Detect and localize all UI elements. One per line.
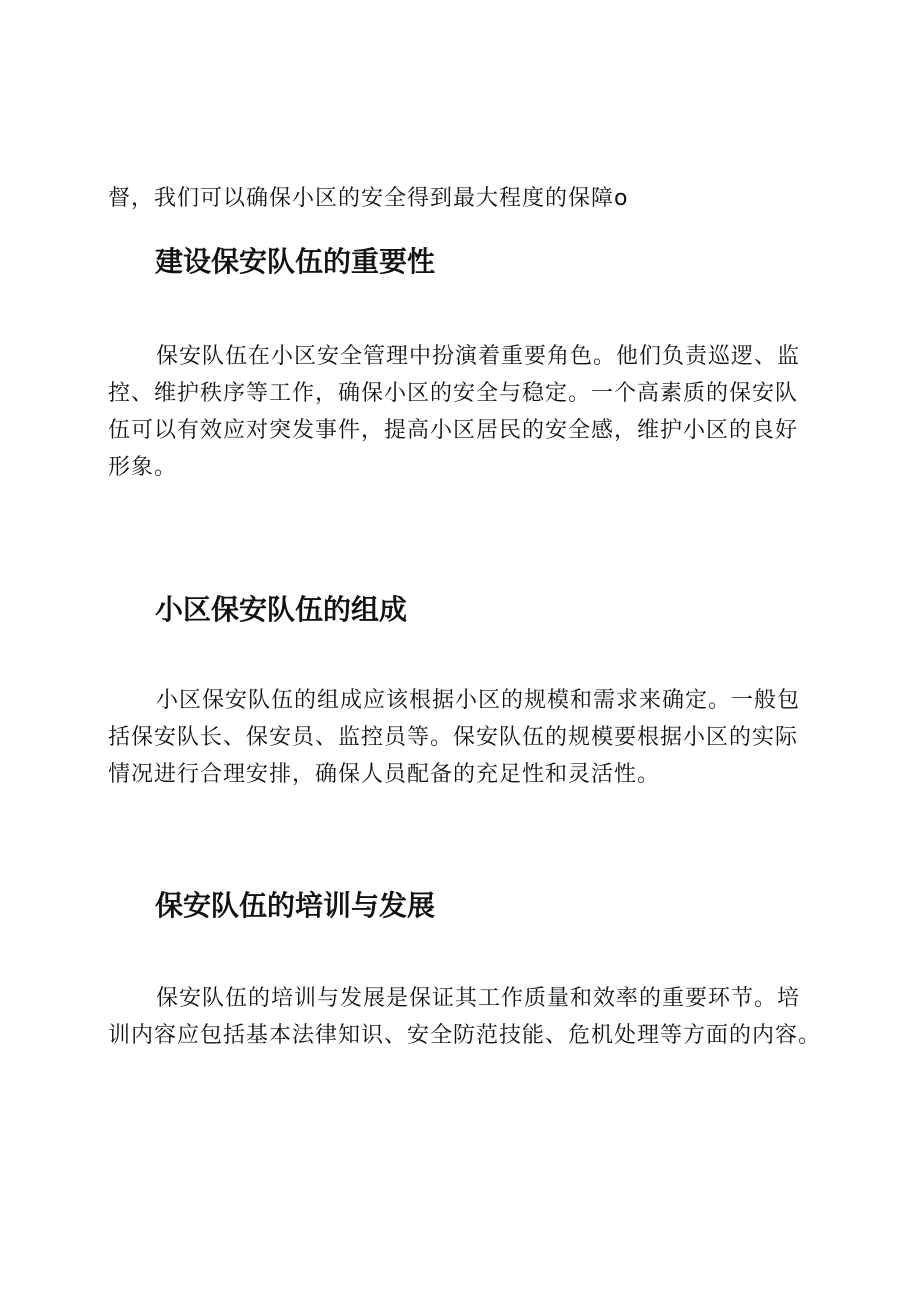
section-heading-composition: 小区保安队伍的组成 bbox=[155, 593, 408, 626]
paragraph-line: 形象。 bbox=[108, 455, 178, 480]
paragraph-line: 括保安队长、保安员、监控员等。保安队伍的规模要根据小区的实际 bbox=[108, 725, 799, 750]
section-paragraph-importance bbox=[108, 338, 808, 486]
intro-paragraph bbox=[108, 180, 808, 217]
paragraph-line: 保安队伍的培训与发展是保证其工作质量和效率的重要环节。培 bbox=[156, 986, 801, 1011]
section-paragraph-composition bbox=[108, 682, 808, 793]
paragraph-line: 控、维护秩序等工作，确保小区的安全与稳定。一个高素质的保安队 bbox=[108, 381, 799, 406]
section-heading-importance: 建设保安队伍的重要性 bbox=[155, 245, 436, 278]
paragraph-line: 训内容应包括基本法律知识、安全防范技能、危机处理等方面的内容。 bbox=[108, 1023, 822, 1048]
paragraph-line: 保安队伍在小区安全管理中扮演着重要角色。他们负责巡逻、监 bbox=[156, 344, 801, 369]
paragraph-line: 小区保安队伍的组成应该根据小区的规模和需求来确定。一般包 bbox=[156, 688, 801, 713]
paragraph-line: 伍可以有效应对突发事件，提高小区居民的安全感，维护小区的良好 bbox=[108, 418, 799, 443]
paragraph-line: 情况进行合理安排，确保人员配备的充足性和灵活性。 bbox=[108, 762, 661, 787]
paragraph-line: 督，我们可以确保小区的安全得到最大程度的保障o bbox=[108, 186, 629, 211]
section-paragraph-training bbox=[108, 980, 822, 1054]
section-heading-training: 保安队伍的培训与发展 bbox=[155, 889, 436, 922]
